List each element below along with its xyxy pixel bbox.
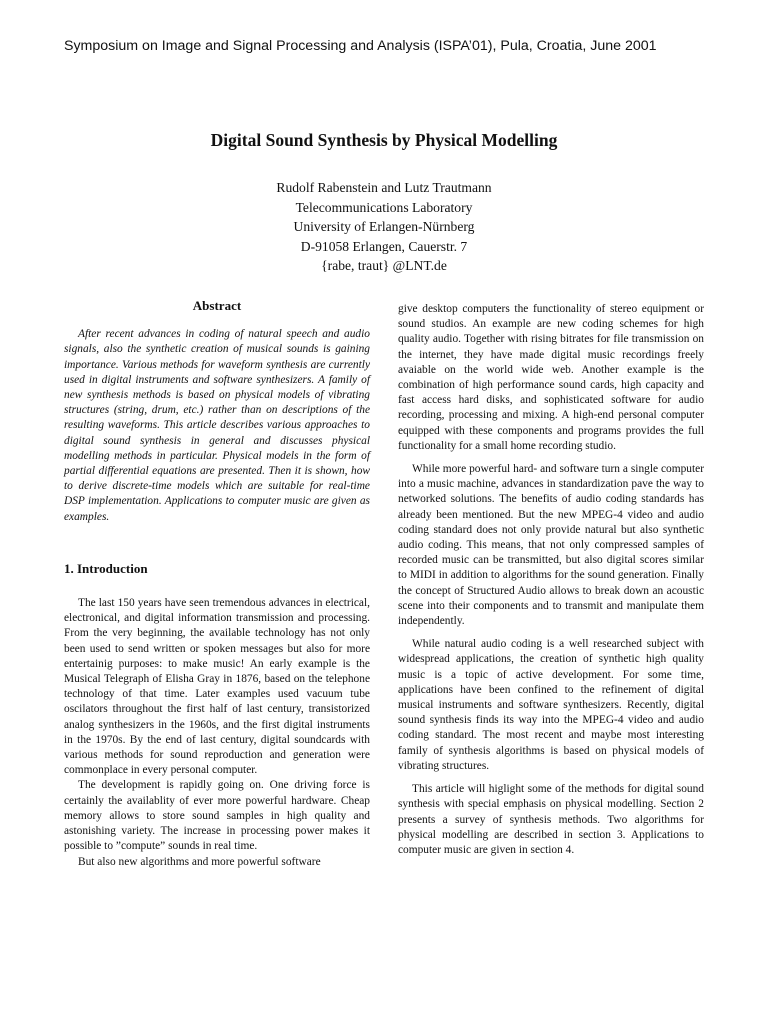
author-email: {rabe, traut} @LNT.de bbox=[321, 258, 447, 273]
section-heading-introduction: 1. Introduction bbox=[64, 560, 148, 576]
author-lab: Telecommunications Laboratory bbox=[295, 199, 473, 215]
right-paragraph-3: While natural audio coding is a well researched subject with widespread applications, the creation of synthetic high quality music is a topic of active development. For some time, applications have been confined to the refinement of digital musical instruments and software synthesizers. Recently, digital sound synthesis finds its way into the MPEG-4 video and audio coding standard. The most recent and maybe most interesting family of synthesis algorithms is based on physical models of vibrating structures. bbox=[398, 638, 704, 772]
paper-title: Digital Sound Synthesis by Physical Modelling bbox=[210, 130, 558, 150]
running-head: Symposium on Image and Signal Processing and Analysis (ISPA’01), Pula, Croatia, June 2001 bbox=[64, 38, 657, 54]
right-paragraph-2: While more powerful hard- and software turn a single computer into a music machine, advances in standardization pave the way to networked solutions. The benefits of audio coding standards has already been mentioned. But the new MPEG-4 video and audio coding standard does not only provide natural but also synthetic audio coding. This means, that not only compressed samples of recorded music can be transmitted, but also digital scores similar to MIDI in addition to algorithms for the sound generation. Finally the concept of Structured Audio allows to break down an acoustic scene into their components and to transmit and manipulate them independently. bbox=[398, 463, 704, 628]
author-university: University of Erlangen-Nürnberg bbox=[293, 219, 475, 234]
left-column bbox=[64, 298, 370, 870]
right-paragraph-1: give desktop computers the functionality of stereo equipment or sound studios. An example are new coding schemes for high quality audio. Together with rising bitrates for file transmission on the internet, they have made digital music recordings freely avaiable on the world wide web. Another example is the combination of high performance sound cards, high capacity and fast access hard disks, and sophisticated software for audio recording, processing and mixing. A high-end personal computer equipped with these components and programs provides the full functionality for a small home recording studio. bbox=[398, 303, 704, 452]
intro-paragraph-2: The development is rapidly going on. One driving force is certainly the availablity of ever more powerful hardware. Cheap memory allows to store sound samples in high quality and astonishing variety. The increase in processing power makes it possible to ”compute” sounds in real time. bbox=[64, 779, 370, 853]
abstract-text: After recent advances in coding of natural speech and audio signals, also the synthetic creation of musical sounds is gaining importance. Various methods for waveform synthesis are currently used in digital instruments and software synthesizers. A family of new synthesis methods is based on physical models of vibrating structures (string, drum, etc.) rather than on descriptions of the resulting waveforms. This article describes various approaches to digital sound synthesis in general and discusses physical modelling methods in particular. Physical models in the form of partial differential equations are presented. Then it is shown, how to derive discrete-time models which are suitable for real-time DSP implementation. Applications to computer music are given as examples. bbox=[64, 328, 370, 523]
author-address: D-91058 Erlangen, Cauerstr. 7 bbox=[300, 238, 468, 254]
right-paragraph-4: This article will higlight some of the methods for digital sound synthesis with special emphasis on physical modelling. Section 2 presents a survey of synthesis methods. Two algorithms for physical modelling are described in section 3. Applications to computer music are given in section 4. bbox=[398, 783, 704, 856]
author-names: Rudolf Rabenstein and Lutz Trautmann bbox=[276, 180, 492, 195]
abstract-heading: Abstract bbox=[192, 298, 242, 313]
intro-paragraph-1: The last 150 years have seen tremendous advances in electrical, electronical, and digital information transmission and processing. From the very beginning, the available technology has not only been used to send written or spoken messages but also for more entertainig purposes: to make music! An early example is the Musical Telegraph of Elisha Gray in 1876, based on the telephone technology of that time. Later examples used vacuum tube oscilators throughout the first half of last century, transistorized analog synthesizers in the 1960s, and the first digital instruments in the 1970s. By the end of last century, digital soundcards with various methods for sound reproduction and generation were commonplace in every personal computer. bbox=[64, 597, 370, 777]
right-column bbox=[398, 302, 704, 858]
author-block bbox=[0, 178, 768, 276]
intro-paragraph-3: But also new algorithms and more powerful software bbox=[78, 855, 321, 868]
